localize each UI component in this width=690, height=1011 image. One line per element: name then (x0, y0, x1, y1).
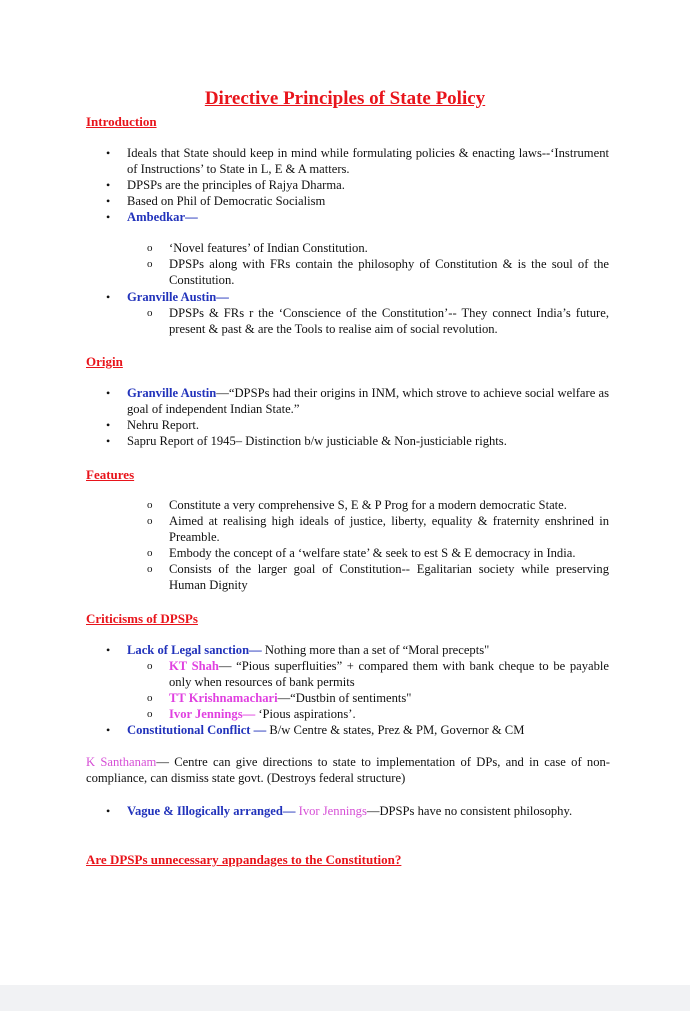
introduction-heading: Introduction (86, 114, 157, 129)
bullet-icon: • (106, 418, 111, 432)
circle-bullet-icon: o (147, 547, 153, 559)
person-name: Ivor Jennings (295, 804, 367, 818)
sub-list-item: o Embody the concept of a ‘welfare state’ & seek to est S & E democracy in India. (147, 546, 576, 560)
list-item: • Granville Austin—“DPSPs had their origins in INM, which strove to achieve social welfare as goal of independent Indian State.” (106, 386, 609, 416)
sub-list-item: o Constitute a very comprehensive S, E & P Prog for a modern democratic State. (147, 498, 567, 512)
person-name: K Santhanam (86, 755, 157, 769)
sub-list-item: o DPSPs along with FRs contain the philosophy of Constitution & is the soul of the Constitution. (147, 257, 609, 287)
criticism-label: Lack of Legal sanction— (127, 643, 262, 657)
page-title: Directive Principles of State Policy (204, 88, 486, 109)
person-name: Ambedkar— (127, 210, 198, 224)
circle-bullet-icon: o (147, 258, 153, 270)
list-item: • Vague & Illogically arranged— Ivor Jennings—DPSPs have no consistent philosophy. (106, 804, 573, 818)
bullet-icon: • (106, 386, 111, 400)
person-name: Granville Austin— (127, 290, 229, 304)
list-item: • Sapru Report of 1945– Distinction b/w justiciable & Non-justiciable rights. (106, 434, 507, 448)
sub-list-item: o KT Shah— “Pious superfluities” + compared them with bank cheque to be payable only when resources of bank permits (147, 659, 609, 689)
criticisms-heading: Criticisms of DPSPs (86, 611, 198, 626)
circle-bullet-icon: o (147, 307, 153, 319)
sub-list-item: o Ivor Jennings— ‘Pious aspirations’. (147, 707, 356, 721)
sub-list-item: o ‘Novel features’ of Indian Constitution. (147, 241, 368, 255)
bullet-icon: • (106, 434, 111, 448)
person-name: Granville Austin (127, 386, 217, 400)
question-heading: Are DPSPs unnecessary appandages to the Constitution? (86, 852, 402, 867)
list-item: • Ideals that State should keep in mind while formulating policies & enacting laws--‘Instrument of Instructions’ to State in L, E & A matters. (106, 146, 609, 176)
bullet-icon: • (106, 643, 111, 657)
circle-bullet-icon: o (147, 515, 153, 527)
list-item: • Nehru Report. (106, 418, 200, 432)
list-item: • Based on Phil of Democratic Socialism (106, 194, 326, 208)
bullet-icon: • (106, 194, 111, 208)
list-item-ambedkar (106, 210, 609, 226)
list-item: • Lack of Legal sanction— Nothing more than a set of “Moral precepts" (106, 643, 490, 657)
bullet-icon: • (106, 804, 111, 818)
sub-list-item: o TT Krishnamachari—“Dustbin of sentiments" (147, 691, 412, 705)
criticism-label: Vague & Illogically arranged— (127, 804, 296, 818)
criticism-label: Constitutional Conflict — (127, 723, 267, 737)
bullet-icon: • (106, 146, 111, 160)
list-item: • Constitutional Conflict — B/w Centre & states, Prez & PM, Governor & CM (106, 723, 525, 737)
features-heading: Features (86, 467, 135, 482)
sub-list-item: o Aimed at realising high ideals of justice, liberty, equality & fraternity enshrined in Preamble. (147, 514, 609, 544)
person-name: Ivor Jennings— (169, 707, 256, 721)
circle-bullet-icon: o (147, 660, 153, 672)
list-item-austin (106, 290, 609, 306)
bullet-icon: • (106, 210, 111, 224)
circle-bullet-icon: o (147, 563, 153, 575)
bullet-icon: • (106, 723, 111, 737)
santhanam-paragraph: K Santhanam— Centre can give directions to state to implementation of DPs, and in case of non-compliance, can dismiss state govt. (Destroys federal structure) (86, 755, 610, 785)
bullet-icon: • (106, 290, 111, 304)
circle-bullet-icon: o (147, 242, 153, 254)
person-name: KT Shah (169, 659, 219, 673)
person-name: TT Krishnamachari (169, 691, 278, 705)
origin-heading: Origin (86, 354, 123, 369)
bullet-icon: • (106, 178, 111, 192)
circle-bullet-icon: o (147, 692, 153, 704)
viewer-footer-strip (0, 985, 690, 1011)
sub-list-item: o DPSPs & FRs r the ‘Conscience of the Constitution’-- They connect India’s future, present & past & are the Tools to realise aim of social revolution. (147, 306, 609, 336)
sub-list-item: o Consists of the larger goal of Constitution-- Egalitarian society while preserving Human Dignity (147, 562, 609, 592)
circle-bullet-icon: o (147, 499, 153, 511)
list-item: • DPSPs are the principles of Rajya Dharma. (106, 178, 345, 192)
circle-bullet-icon: o (147, 708, 153, 720)
